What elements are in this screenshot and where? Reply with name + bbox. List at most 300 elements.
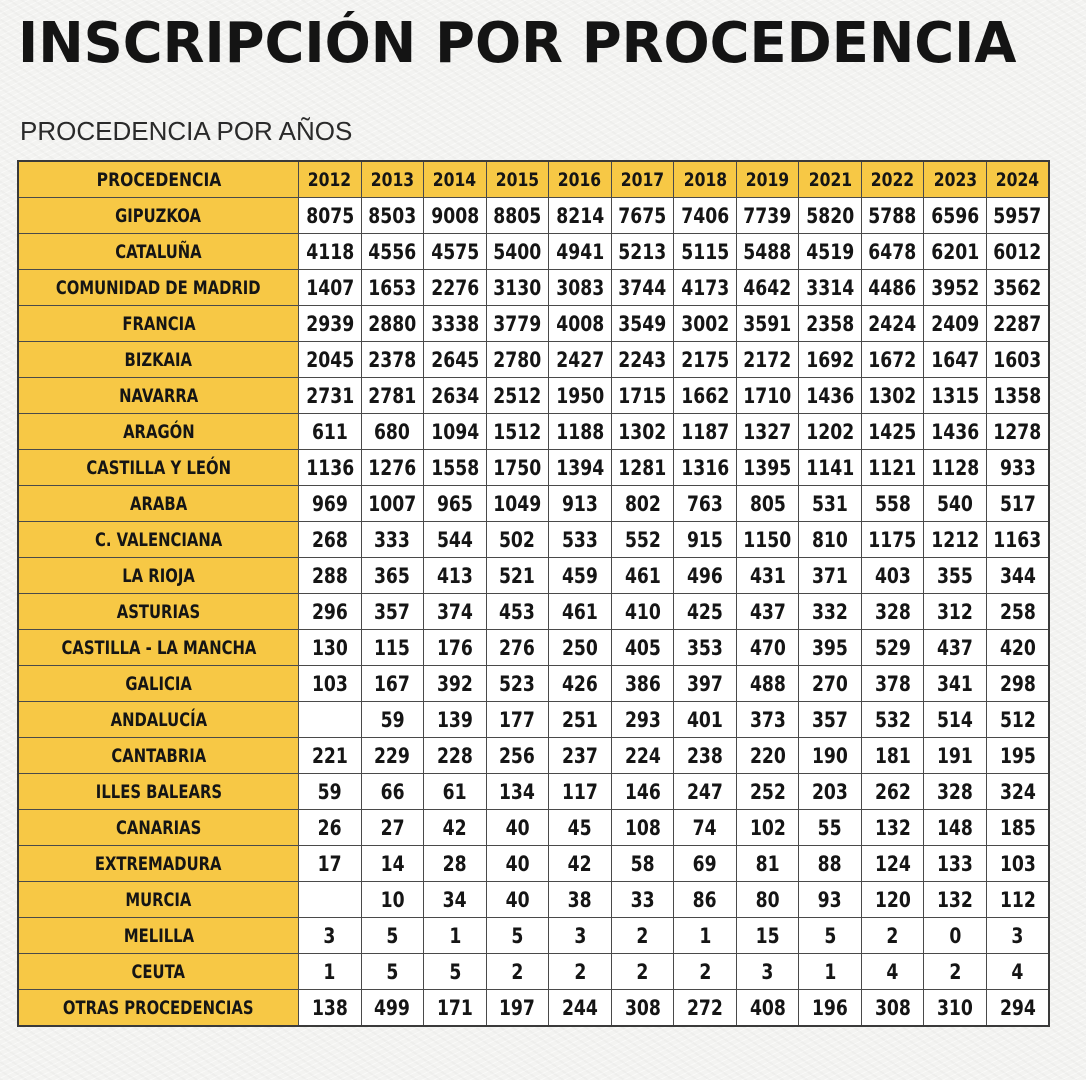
table-cell-value: 4118 (305, 239, 354, 264)
table-cell-value: 4008 (555, 311, 604, 336)
row-header-origin (18, 990, 299, 1027)
table-row (18, 198, 1049, 234)
table-cell (861, 486, 924, 522)
table-row (18, 306, 1049, 342)
column-header-year-label: 2014 (433, 168, 477, 191)
table-cell (549, 450, 612, 486)
column-header-year (549, 161, 612, 198)
table-cell-value: 27 (380, 815, 405, 840)
table-cell-value: 2427 (555, 347, 604, 372)
table-cell (361, 450, 424, 486)
table-cell-value: 115 (374, 635, 411, 660)
table-cell (736, 738, 799, 774)
row-header-origin-label: BIZKAIA (124, 348, 193, 371)
row-header-origin-label: GALICIA (125, 672, 192, 695)
table-cell (861, 774, 924, 810)
table-cell (424, 558, 487, 594)
table-cell-value: 294 (999, 995, 1036, 1020)
table-cell-value: 5820 (806, 203, 854, 228)
table-cell (674, 594, 737, 630)
table-cell-value: 197 (499, 995, 536, 1020)
table-cell (486, 702, 549, 738)
table-cell (736, 918, 799, 954)
table-cell (924, 414, 987, 450)
row-header-origin (18, 846, 299, 882)
table-cell (361, 810, 424, 846)
table-cell (611, 306, 674, 342)
table-cell (299, 594, 362, 630)
table-cell-value: 405 (624, 635, 661, 660)
table-cell (549, 342, 612, 378)
table-cell-value: 108 (624, 815, 661, 840)
table-cell (361, 738, 424, 774)
table-cell-value: 14 (380, 851, 405, 876)
table-cell (361, 594, 424, 630)
table-cell (861, 918, 924, 954)
table-row (18, 990, 1049, 1027)
table-cell-value: 38 (567, 887, 592, 912)
table-cell-value: 328 (874, 599, 911, 624)
table-cell (674, 522, 737, 558)
table-row (18, 558, 1049, 594)
table-cell (424, 630, 487, 666)
table-cell-value: 328 (937, 779, 974, 804)
table-cell-value: 1 (824, 959, 837, 984)
table-row (18, 522, 1049, 558)
table-cell (674, 486, 737, 522)
table-cell-value: 133 (937, 851, 974, 876)
table-cell (674, 270, 737, 306)
table-cell (799, 342, 862, 378)
table-cell-value: 296 (311, 599, 348, 624)
table-cell (299, 774, 362, 810)
table-cell-value: 308 (874, 995, 911, 1020)
table-cell-value: 139 (436, 707, 473, 732)
table-cell (736, 270, 799, 306)
table-cell-value: 1653 (368, 275, 417, 300)
table-cell (299, 558, 362, 594)
table-cell (486, 234, 549, 270)
enrollment-by-origin-table (17, 160, 1050, 1027)
table-cell-value: 1358 (993, 383, 1042, 408)
table-cell (549, 666, 612, 702)
table-cell-value: 371 (812, 563, 848, 588)
table-row (18, 810, 1049, 846)
table-cell-value: 453 (499, 599, 536, 624)
table-cell-value: 3744 (618, 275, 667, 300)
table-cell (986, 594, 1049, 630)
table-cell-value: 680 (374, 419, 411, 444)
table-cell (299, 342, 362, 378)
row-header-origin-label: GIPUZKOA (115, 204, 202, 227)
table-cell-value: 228 (436, 743, 473, 768)
table-cell (986, 666, 1049, 702)
table-cell (549, 846, 612, 882)
table-cell (861, 450, 924, 486)
table-cell (799, 270, 862, 306)
table-cell-value: 1647 (931, 347, 980, 372)
table-cell (986, 486, 1049, 522)
table-cell (486, 810, 549, 846)
table-cell-value: 1202 (806, 419, 854, 444)
table-cell-value: 373 (749, 707, 786, 732)
table-cell (299, 738, 362, 774)
table-cell-value: 2512 (493, 383, 542, 408)
table-cell-value: 461 (561, 599, 598, 624)
table-cell-value: 195 (999, 743, 1036, 768)
table-cell (861, 882, 924, 918)
column-header-year-label: 2015 (495, 168, 540, 191)
table-cell-value: 2 (573, 959, 586, 984)
table-cell (861, 990, 924, 1027)
column-header-year (424, 161, 487, 198)
table-cell (799, 810, 862, 846)
table-cell-value: 2 (636, 959, 649, 984)
table-cell-value: 6012 (993, 239, 1042, 264)
row-header-origin-label: C. VALENCIANA (94, 528, 223, 551)
table-cell (299, 702, 362, 738)
table-cell-value: 3 (1011, 923, 1024, 948)
table-cell (799, 198, 862, 234)
row-header-origin-label: CEUTA (131, 960, 186, 983)
row-header-origin (18, 198, 299, 234)
table-cell-value: 1436 (806, 383, 854, 408)
table-cell-value: 1128 (931, 455, 980, 480)
table-cell-value: 258 (999, 599, 1036, 624)
table-cell (674, 990, 737, 1027)
table-cell-value: 1316 (680, 455, 729, 480)
table-cell-value: 1558 (430, 455, 479, 480)
table-cell-value: 496 (686, 563, 723, 588)
table-cell-value: 544 (436, 527, 473, 552)
table-cell (736, 234, 799, 270)
table-cell (986, 738, 1049, 774)
table-cell (424, 270, 487, 306)
table-cell (674, 918, 737, 954)
table-cell (549, 774, 612, 810)
table-cell (299, 990, 362, 1027)
table-cell (674, 342, 737, 378)
table-row (18, 738, 1049, 774)
table-cell (299, 810, 362, 846)
table-cell (986, 882, 1049, 918)
table-cell-value: 533 (561, 527, 598, 552)
table-cell (861, 702, 924, 738)
table-cell-value: 1710 (743, 383, 792, 408)
row-header-origin (18, 342, 299, 378)
table-cell-value: 933 (999, 455, 1036, 480)
table-cell (986, 270, 1049, 306)
table-cell (424, 990, 487, 1027)
row-header-origin-label: NAVARRA (118, 384, 199, 407)
table-cell-value: 514 (937, 707, 974, 732)
table-header (18, 161, 1049, 198)
table-cell-value: 247 (686, 779, 723, 804)
table-cell (549, 918, 612, 954)
table-cell (361, 630, 424, 666)
table-cell (674, 414, 737, 450)
table-cell-value: 1175 (868, 527, 917, 552)
table-cell (799, 954, 862, 990)
table-row (18, 882, 1049, 918)
column-header-year (986, 161, 1049, 198)
table-cell-value: 112 (999, 887, 1036, 912)
table-cell-value: 42 (567, 851, 592, 876)
table-cell-value: 2731 (305, 383, 354, 408)
table-cell-value: 28 (442, 851, 467, 876)
table-cell (674, 738, 737, 774)
table-row (18, 666, 1049, 702)
table-cell-value: 499 (374, 995, 411, 1020)
table-cell-value: 332 (812, 599, 848, 624)
table-cell-value: 3591 (743, 311, 792, 336)
table-cell-value: 437 (749, 599, 786, 624)
table-cell-value: 1672 (868, 347, 917, 372)
table-body (18, 198, 1049, 1027)
table-cell-value: 341 (937, 671, 974, 696)
table-cell-value: 324 (999, 779, 1036, 804)
table-cell-value: 4575 (430, 239, 479, 264)
table-cell-value: 8503 (368, 203, 417, 228)
table-cell-value: 1281 (618, 455, 667, 480)
table-cell-value: 171 (436, 995, 473, 1020)
table-cell-value: 425 (686, 599, 723, 624)
table-cell-value: 5400 (493, 239, 542, 264)
table-cell-value: 913 (561, 491, 598, 516)
table-cell-value: 132 (937, 887, 974, 912)
table-cell-value: 2424 (868, 311, 917, 336)
table-cell (486, 630, 549, 666)
table-cell-value: 1187 (680, 419, 729, 444)
row-header-origin (18, 486, 299, 522)
table-cell (924, 198, 987, 234)
row-header-origin-label: CATALUÑA (115, 240, 202, 263)
table-cell (799, 558, 862, 594)
table-cell-value: 34 (442, 887, 467, 912)
table-cell-value: 413 (436, 563, 473, 588)
table-cell (611, 342, 674, 378)
table-cell-value: 540 (937, 491, 974, 516)
table-cell-value: 251 (561, 707, 598, 732)
table-cell (736, 810, 799, 846)
table-cell-value: 272 (686, 995, 723, 1020)
table-cell-value: 397 (686, 671, 723, 696)
table-cell (549, 486, 612, 522)
table-cell (611, 594, 674, 630)
table-cell (299, 486, 362, 522)
table-cell (986, 810, 1049, 846)
table-cell (361, 702, 424, 738)
table-cell-value: 1395 (743, 455, 792, 480)
table-cell (299, 270, 362, 306)
table-row (18, 630, 1049, 666)
table-cell (736, 414, 799, 450)
table-cell-value: 1136 (305, 455, 354, 480)
table-cell (486, 738, 549, 774)
table-cell-value: 357 (374, 599, 411, 624)
table-cell-value: 1141 (806, 455, 854, 480)
table-cell (486, 846, 549, 882)
table-cell (924, 342, 987, 378)
table-cell (986, 414, 1049, 450)
table-cell-value: 1425 (868, 419, 917, 444)
table-cell-value: 1436 (931, 419, 980, 444)
table-cell-value: 802 (624, 491, 661, 516)
table-cell-value: 1 (698, 923, 711, 948)
table-cell-value: 1150 (743, 527, 792, 552)
table-cell-value: 138 (311, 995, 348, 1020)
row-header-origin-label: FRANCIA (121, 312, 196, 335)
row-header-origin (18, 450, 299, 486)
table-cell-value: 461 (624, 563, 661, 588)
table-cell-value: 177 (499, 707, 536, 732)
table-cell (361, 342, 424, 378)
table-cell (299, 306, 362, 342)
table-cell-value: 2880 (368, 311, 417, 336)
table-cell-value: 5115 (680, 239, 729, 264)
row-header-origin (18, 882, 299, 918)
table-cell-value: 45 (567, 815, 592, 840)
table-cell (549, 990, 612, 1027)
row-header-origin (18, 702, 299, 738)
table-cell-value: 1603 (993, 347, 1042, 372)
table-cell (549, 378, 612, 414)
table-cell (611, 234, 674, 270)
table-cell (361, 270, 424, 306)
table-cell-value: 2 (698, 959, 711, 984)
table-cell-value: 2175 (680, 347, 729, 372)
table-cell (549, 702, 612, 738)
table-cell (924, 522, 987, 558)
table-cell-value: 42 (442, 815, 467, 840)
table-cell (799, 702, 862, 738)
table-cell-value: 220 (749, 743, 786, 768)
table-cell (736, 774, 799, 810)
table-cell-value: 521 (499, 563, 536, 588)
table-cell (549, 882, 612, 918)
table-cell-value: 308 (624, 995, 661, 1020)
table-cell (611, 450, 674, 486)
table-cell-value: 3 (573, 923, 586, 948)
row-header-origin (18, 378, 299, 414)
table-cell (674, 630, 737, 666)
table-cell-value: 196 (812, 995, 848, 1020)
table-cell (986, 198, 1049, 234)
column-header-year-label: 2017 (620, 168, 665, 191)
table-cell (924, 846, 987, 882)
table-cell-value: 5 (448, 959, 461, 984)
table-cell (299, 234, 362, 270)
table-cell-value: 80 (755, 887, 780, 912)
table-cell (361, 522, 424, 558)
table-cell-value: 523 (499, 671, 536, 696)
table-cell-value: 374 (436, 599, 473, 624)
table-cell (611, 774, 674, 810)
table-cell-value: 26 (317, 815, 342, 840)
table-cell (736, 378, 799, 414)
table-cell-value: 5788 (868, 203, 917, 228)
table-cell-value: 470 (749, 635, 786, 660)
table-cell (861, 378, 924, 414)
table-cell (361, 774, 424, 810)
table-cell-value: 3130 (493, 275, 542, 300)
table-cell (799, 378, 862, 414)
table-cell-value: 5 (824, 923, 837, 948)
table-cell (486, 666, 549, 702)
table-cell-value: 86 (692, 887, 717, 912)
table-cell-value: 1007 (368, 491, 417, 516)
table-cell-value: 124 (874, 851, 911, 876)
table-cell (861, 630, 924, 666)
table-cell (736, 954, 799, 990)
table-cell-value: 203 (812, 779, 848, 804)
row-header-origin-label: CASTILLA - LA MANCHA (61, 636, 256, 659)
table-cell (486, 882, 549, 918)
column-header-year-label: 2013 (370, 168, 414, 191)
table-cell-value: 2378 (368, 347, 417, 372)
table-cell (674, 882, 737, 918)
table-cell (486, 342, 549, 378)
table-cell (611, 954, 674, 990)
table-cell (924, 234, 987, 270)
table-cell-value: 1 (448, 923, 461, 948)
table-cell-value: 312 (937, 599, 974, 624)
table-cell-value: 4941 (555, 239, 604, 264)
table-row (18, 918, 1049, 954)
table-cell-value: 88 (818, 851, 842, 876)
table-row (18, 486, 1049, 522)
table-cell (361, 666, 424, 702)
table-cell-value: 4 (886, 959, 899, 984)
table-cell (986, 450, 1049, 486)
table-row (18, 774, 1049, 810)
table-cell-value: 4519 (806, 239, 854, 264)
table-cell-value: 120 (874, 887, 911, 912)
table-cell (924, 918, 987, 954)
table-cell (549, 234, 612, 270)
table-cell (736, 522, 799, 558)
table-cell (486, 270, 549, 306)
table-cell-value: 33 (630, 887, 655, 912)
table-cell (549, 738, 612, 774)
column-header-year-label: 2023 (933, 168, 977, 191)
table-cell (486, 450, 549, 486)
row-header-origin-label: COMUNIDAD DE MADRID (56, 276, 261, 299)
table-cell-value: 229 (374, 743, 411, 768)
table-cell (486, 990, 549, 1027)
table-cell-value: 102 (749, 815, 786, 840)
table-cell-value: 1 (323, 959, 336, 984)
table-cell (611, 414, 674, 450)
table-cell-value: 969 (311, 491, 348, 516)
table-cell-value: 93 (818, 887, 842, 912)
table-cell-value: 2243 (618, 347, 667, 372)
table-cell-value: 1315 (931, 383, 980, 408)
table-cell (549, 414, 612, 450)
table-cell (424, 594, 487, 630)
table-cell (674, 306, 737, 342)
table-cell (424, 882, 487, 918)
table-cell (486, 954, 549, 990)
table-cell-value: 130 (311, 635, 348, 660)
table-cell-value: 6201 (931, 239, 980, 264)
row-header-origin-label: CANARIAS (115, 816, 202, 839)
table-cell-value: 3549 (618, 311, 667, 336)
table-cell-value: 2780 (493, 347, 542, 372)
table-row (18, 342, 1049, 378)
table-cell (424, 450, 487, 486)
header-row (18, 161, 1049, 198)
